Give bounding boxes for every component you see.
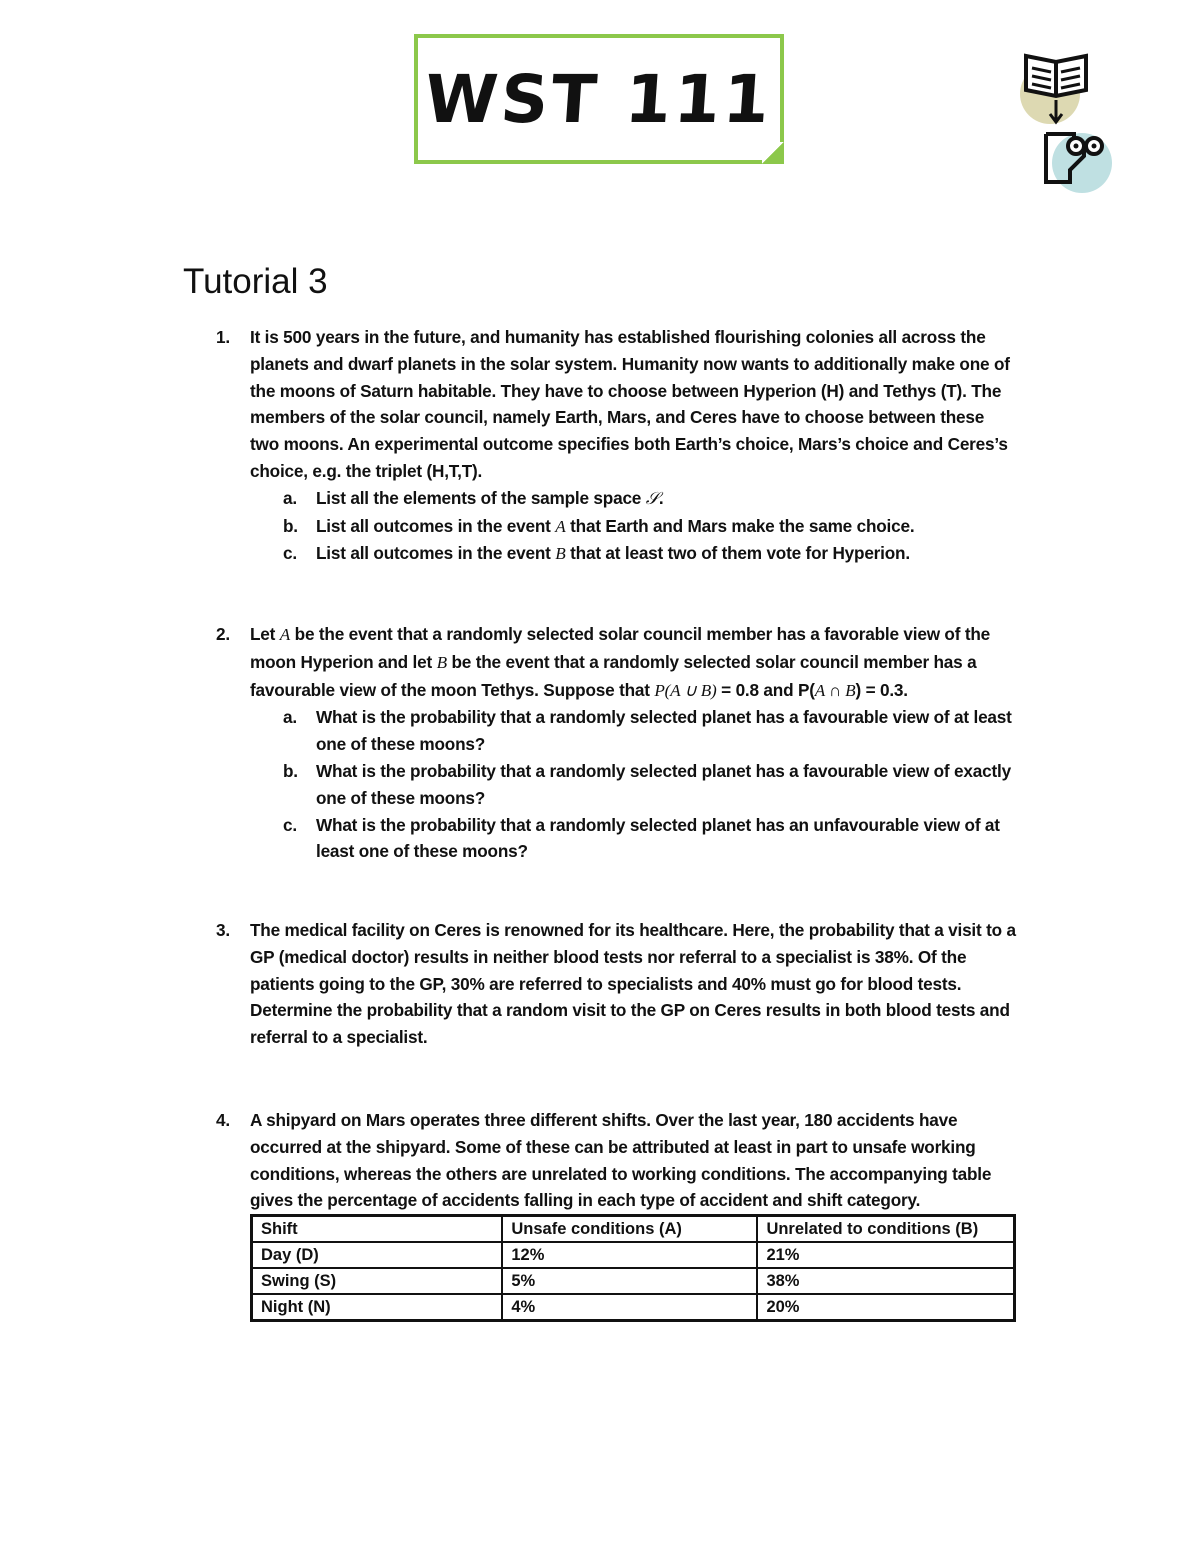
math-symbol: A: [279, 625, 291, 644]
question-3: [216, 917, 1016, 1051]
question-part: c. What is the probability that a randomly selected planet has an unfavourable view of at least one of these moons?: [316, 812, 1016, 866]
table-cell: 4%: [502, 1294, 757, 1321]
part-letter: a.: [283, 707, 297, 728]
table-header: Unsafe conditions (A): [502, 1216, 757, 1243]
math-symbol: B: [555, 544, 566, 564]
question-part: b. List all outcomes in the event A that Earth and Mars make the same choice.: [316, 513, 1016, 541]
logo-page-fold: [762, 142, 784, 164]
question-text: It is 500 years in the future, and humanity has established flourishing colonies all across the planets and dwarf planets in the solar system. Humanity now wants to additionally make one of the moons of Saturn habitable. They have to choose between Hyperion (H) and Tethys (T). The members of the solar council, namely Earth, Mars, and Ceres have to choose between these two moons. An experimental outcome specifies both Earth’s choice, Mars’s choice and Ceres’s choice, e.g. the triplet (H,T,T).: [250, 327, 1010, 481]
part-letter: c.: [283, 814, 297, 835]
question-text: The medical facility on Ceres is renowned for its healthcare. Here, the probability that a visit to a GP (medical doctor) results in neither blood tests nor referral to a specialist is 38%. Of the patients going to the GP, 30% are referred to specialists and 40% must go for blood tests. Determine the probability that a random visit to the GP on Ceres results in both blood tests and referral to a specialist.: [250, 920, 1016, 1048]
table-cell: 21%: [757, 1242, 1014, 1268]
table-cell: Day (D): [252, 1242, 503, 1268]
book-and-reader-icon: [1018, 46, 1114, 200]
question-text: A shipyard on Mars operates three different shifts. Over the last year, 180 accidents have occurred at the shipyard. Some of these can be attributed at least in part to unsafe working conditions, whereas the others are unrelated to working conditions. The accompanying table gives the percentage of accidents falling in each type of accident and shift category.: [250, 1110, 992, 1211]
page-title: Tutorial 3: [183, 262, 328, 301]
table-header: Unrelated to conditions (B): [757, 1216, 1014, 1243]
part-letter: a.: [283, 487, 297, 508]
math-symbol: A: [555, 516, 566, 536]
table-header-row: [252, 1216, 1015, 1243]
table-header: Shift: [252, 1216, 503, 1243]
question-text: Let A be the event that a randomly selected solar council member has a favorable view of the moon Hyperion and let B be the event that a randomly selected solar council member has a favourable view of the moon Tethys. Suppose that P(A ∪ B) = 0.8 and P(A ∩ B) = 0.3.: [250, 624, 991, 700]
table-cell: 38%: [757, 1268, 1014, 1294]
question-number: 3.: [216, 920, 230, 940]
question-number: 1.: [216, 327, 230, 347]
question-part: a. What is the probability that a randomly selected planet has a favourable view of at least one of these moons?: [316, 704, 1016, 758]
question-number: 4.: [216, 1110, 230, 1130]
table-cell: Swing (S): [252, 1268, 503, 1294]
question-part: b. What is the probability that a randomly selected planet has a favourable view of exactly one of these moons?: [316, 758, 1016, 812]
part-letter: c.: [283, 543, 297, 564]
table-row: [252, 1242, 1015, 1268]
part-letter: b.: [283, 760, 298, 781]
course-logo: [414, 34, 784, 164]
math-symbol: B: [436, 652, 447, 672]
math-symbol: 𝒮: [645, 488, 659, 508]
table-cell: 12%: [502, 1242, 757, 1268]
question-number: 2.: [216, 624, 230, 644]
question-part: a. List all the elements of the sample space 𝒮.: [316, 485, 1016, 513]
table-cell: 20%: [757, 1294, 1014, 1321]
question-2: [216, 621, 1016, 865]
question-1: [216, 324, 1016, 568]
table-row: [252, 1268, 1015, 1294]
part-letter: b.: [283, 515, 298, 536]
table-cell: Night (N): [252, 1294, 503, 1321]
table-cell: 5%: [502, 1268, 757, 1294]
math-expression: P(A ∪ B): [654, 680, 717, 700]
math-expression: A ∩ B: [814, 680, 856, 700]
question-part: c. List all outcomes in the event B that at least two of them vote for Hyperion.: [316, 540, 1016, 568]
table-row: [252, 1294, 1015, 1321]
accidents-table: [250, 1214, 1016, 1322]
question-4: [216, 1107, 1016, 1214]
course-code: WST 111: [422, 60, 776, 138]
